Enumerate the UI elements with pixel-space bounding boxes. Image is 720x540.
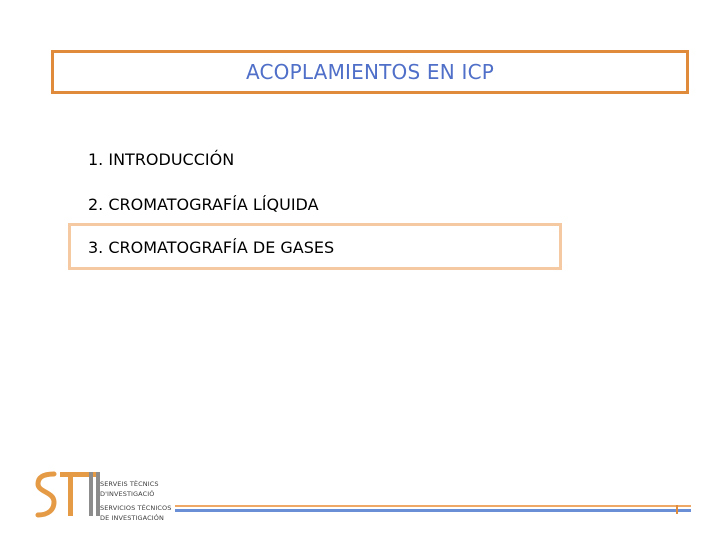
logo-line-3: SERVICIOS TÉCNICOS (100, 504, 172, 512)
agenda-item-cromatografia-liquida: 2. CROMATOGRAFÍA LÍQUIDA (88, 195, 319, 214)
slide-title: ACOPLAMIENTOS EN ICP (245, 60, 495, 84)
current-section-highlight (68, 223, 562, 270)
slide-title-box (51, 50, 689, 94)
agenda-item-cromatografia-gases: 3. CROMATOGRAFÍA DE GASES (88, 238, 335, 257)
footer-divider-orange (175, 505, 691, 507)
agenda-item-introduccion: 1. INTRODUCCIÓN (88, 150, 235, 169)
footer-divider-blue (175, 509, 691, 512)
logo-line-4: DE INVESTIGACIÓN (100, 514, 164, 522)
logo-line-2: D'INVESTIGACIÓ (100, 490, 155, 498)
footer-divider-tick (676, 505, 678, 514)
logo-line-1: SERVEIS TÈCNICS (100, 480, 159, 488)
